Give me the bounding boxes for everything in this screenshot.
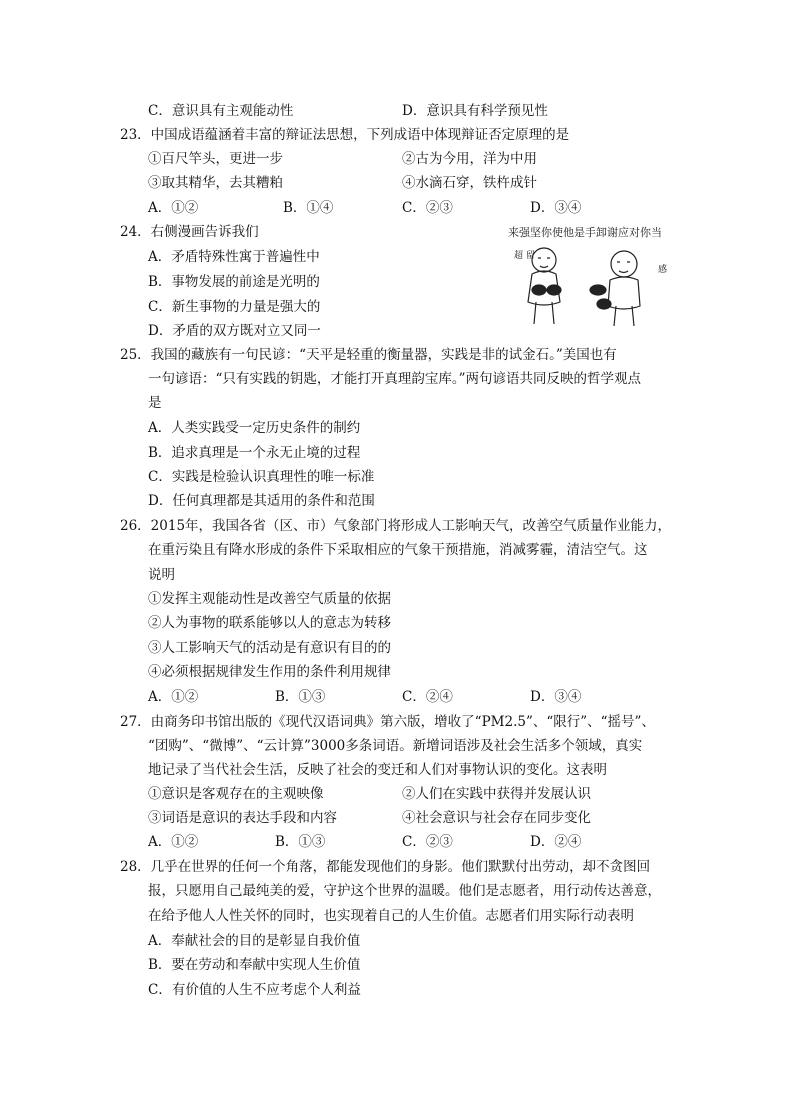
q22-option-c: C．意识具有主观能动性 xyxy=(148,103,294,119)
q23-item-2: ②古为今用，洋为中用 xyxy=(402,151,537,167)
q23-option-b: B．①④ xyxy=(283,200,334,216)
q22-option-d: D．意识具有科学预见性 xyxy=(402,103,548,119)
q26-item-1: ①发挥主观能动性是改善空气质量的依据 xyxy=(148,591,391,607)
q27-option-c: C．②③ xyxy=(402,834,453,850)
q25-option-d: D．任何真理都是其适用的条件和范围 xyxy=(148,493,375,509)
q27-item-3: ③词语是意识的表达手段和内容 xyxy=(148,810,337,826)
q27-item-4: ④社会意识与社会存在同步变化 xyxy=(402,810,591,826)
q25-option-c: C．实践是检验认识真理性的唯一标准 xyxy=(148,469,375,485)
q24-option-b: B．事物发展的前途是光明的 xyxy=(148,274,320,290)
q28-stem-line-1: 28．几乎在世界的任何一个角落，都能发现他们的身影。他们默默付出劳动，却不贪图回 xyxy=(120,859,651,875)
cartoon-right-label: 感 xyxy=(658,265,668,275)
q25-stem-line-1: 25．我国的藏族有一句民谚：“天平是轻重的衡量器，实践是非的试金石。”美国也有 xyxy=(120,347,617,363)
q27-option-b: B．①③ xyxy=(275,834,326,850)
q28-option-a: A．奉献社会的目的是彰显自我价值 xyxy=(148,933,361,949)
cartoon-left-label: 超 留 xyxy=(514,251,535,261)
q24-option-c: C．新生事物的力量是强大的 xyxy=(148,299,321,315)
q28-option-c: C．有价值的人生不应考虑个人利益 xyxy=(148,982,361,998)
q27-item-2: ②人们在实践中获得并发展认识 xyxy=(402,786,591,802)
q26-item-4: ④必须根据规律发生作用的条件利用规律 xyxy=(148,664,391,680)
q23-option-c: C．②③ xyxy=(402,200,453,216)
q25-option-a: A．人类实践受一定历史条件的制约 xyxy=(148,420,361,436)
q24-option-a: A．矛盾特殊性寓于普遍性中 xyxy=(148,249,320,265)
q23-item-3: ③取其精华，去其糟粕 xyxy=(148,175,283,191)
q26-item-3: ③人工影响天气的活动是有意识有目的的 xyxy=(148,640,391,656)
cartoon-right-figure xyxy=(590,251,640,326)
q24-option-d: D．矛盾的双方既对立又同一 xyxy=(148,323,321,339)
q23-option-a: A．①② xyxy=(148,200,199,216)
q25-stem-line-2: 一句谚语：“只有实践的钥匙，才能打开真理韵宝库。”两句谚语共同反映的哲学观点 xyxy=(148,371,642,387)
q26-stem-line-1: 26．2015年，我国各省（区、市）气象部门将形成人工影响天气，改善空气质量作业能力， xyxy=(120,518,672,534)
q23-item-1: ①百尺竿头，更进一步 xyxy=(148,151,283,167)
q28-stem-line-3: 在给予他人人性关怀的同时，也实现着自己的人生价值。志愿者们用实际行动表明 xyxy=(148,908,634,924)
q26-item-2: ②人为事物的联系能够以人的意志为转移 xyxy=(148,615,391,631)
q26-option-d: D．③④ xyxy=(530,689,582,705)
q27-option-d: D．②④ xyxy=(530,834,582,850)
q25-stem-line-3: 是 xyxy=(148,395,162,411)
q27-stem-line-1: 27．由商务印书馆出版的《现代汉语词典》第六版，增收了“PM2.5”、“限行”、“摇号”、 xyxy=(120,714,655,730)
q27-stem-line-3: 地记录了当代社会生活，反映了社会的变迁和人们对事物认识的变化。这表明 xyxy=(148,762,607,778)
q26-option-a: A．①② xyxy=(148,689,199,705)
cartoon-caption: 来强坚你使他是手卸谢应对你当 xyxy=(508,226,662,239)
q26-stem-line-3: 说明 xyxy=(148,567,175,583)
q26-option-c: C．②④ xyxy=(402,689,453,705)
q23-stem: 23．中国成语蕴涵着丰富的辩证法思想，下列成语中体现辩证否定原理的是 xyxy=(120,127,570,143)
q27-option-a: A．①② xyxy=(148,834,199,850)
q23-item-4: ④水滴石穿，铁杵成针 xyxy=(402,175,537,191)
q27-item-1: ①意识是客观存在的主观映像 xyxy=(148,786,324,802)
q28-stem-line-2: 报，只愿用自己最纯美的爱，守护这个世界的温暖。他们是志愿者，用行动传达善意， xyxy=(148,883,661,899)
q24-stem: 24．右侧漫画告诉我们 xyxy=(120,224,259,240)
q23-option-d: D．③④ xyxy=(530,200,582,216)
q26-option-b: B．①③ xyxy=(275,689,326,705)
cartoon-illustration xyxy=(506,222,672,334)
q25-option-b: B．追求真理是一个永无止境的过程 xyxy=(148,445,361,461)
q26-stem-line-2: 在重污染且有降水形成的条件下采取相应的气象干预措施，消减雾霾，清洁空气。这 xyxy=(148,542,648,558)
q27-stem-line-2: “团购”、“微博”、“云计算”3000多条词语。新增词语涉及社会生活多个领域，真实 xyxy=(148,738,643,754)
q28-option-b: B．要在劳动和奉献中实现人生价值 xyxy=(148,957,361,973)
